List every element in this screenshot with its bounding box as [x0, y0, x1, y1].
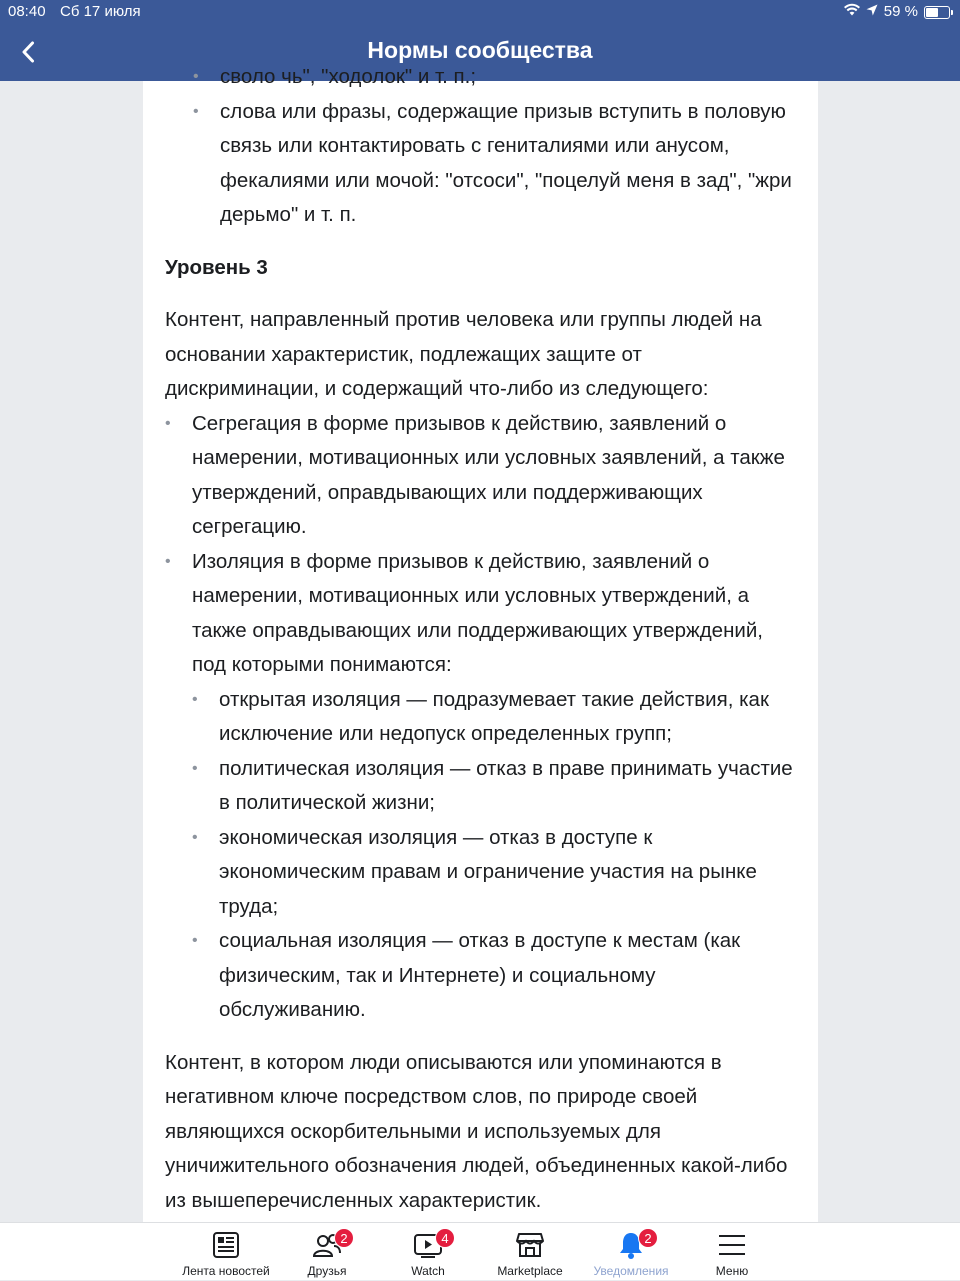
list-item-text: Изоляция в форме призывов к действию, заявлений о намерении, мотивационных или условных утверждений, а также оправдывающих или поддерживающих утверждений, под которыми понимаются: [192, 549, 763, 676]
status-date: Сб 17 июля [60, 3, 141, 20]
location-arrow-icon [866, 0, 878, 24]
battery-icon [924, 6, 950, 19]
list-item [192, 407, 800, 545]
tab-label: Лента новостей [182, 1264, 270, 1278]
tab-label: Друзья [307, 1264, 347, 1278]
section-heading: Уровень 3 [165, 255, 268, 279]
status-time: 08:40 [8, 3, 46, 20]
sublist-item: • социальная изоляция — отказ в доступе к местам (как физическим, так и Интернете) и социальному обслуживанию. [219, 924, 800, 1028]
bell-icon [616, 1231, 652, 1259]
content-scroll-area[interactable] [143, 65, 818, 1222]
notification-badge: 4 [435, 1228, 455, 1248]
friends-icon [312, 1231, 348, 1259]
bottom-tab-bar [0, 1222, 960, 1280]
menu-icon [717, 1231, 747, 1259]
tab-menu[interactable] [677, 1223, 787, 1281]
wifi-icon [844, 0, 860, 24]
notification-badge: 2 [638, 1228, 658, 1248]
tab-watch[interactable] [373, 1223, 483, 1281]
list-item-text: Сегрегация в форме призывов к действию, заявлений о намерении, мотивационных или условных заявлений, а также утверждений, оправдывающих или поддерживающих сегрегацию. [192, 411, 785, 538]
document-body [165, 60, 800, 1218]
battery-fill [926, 8, 938, 17]
sublist-item: • политическая изоляция — отказ в праве принимать участие в политической жизни; [219, 752, 800, 821]
tab-marketplace[interactable] [475, 1223, 585, 1281]
marketplace-icon [515, 1231, 545, 1259]
sublist-item: • экономическая изоляция — отказ в доступе к экономическим правам и ограничение участия на рынке труда; [219, 821, 800, 925]
list-item: • слова или фразы, содержащие призыв вступить в половую связь или контактировать с гениталиями или анусом, фекалиями или мочой: "отсоси", "поцелуй меня в зад", "жри дерьмо" и т. п. [220, 95, 800, 233]
status-bar [0, 0, 960, 24]
previous-sublist [165, 60, 800, 233]
intro-paragraph: Контент, направленный против человека или группы людей на основании характеристик, подлежащих защите от дискриминации, и содержащий что-либо из следующего: [165, 308, 762, 400]
tab-label: Watch [411, 1264, 445, 1278]
status-indicators [844, 0, 950, 24]
battery-percent: 59 % [883, 3, 918, 20]
watch-icon [413, 1231, 449, 1259]
list-item [192, 545, 800, 1028]
tab-label: Уведомления [593, 1264, 669, 1278]
tab-label: Меню [715, 1264, 749, 1278]
list-item: • своло чь", "ходолок" и т. п.; [220, 60, 800, 95]
tab-friends[interactable] [272, 1223, 382, 1281]
tab-news-feed[interactable] [171, 1223, 281, 1281]
news-feed-icon [211, 1231, 241, 1259]
tab-label: Marketplace [497, 1264, 563, 1278]
criteria-list [165, 407, 800, 1028]
closing-paragraph: Контент, в котором люди описываются или упоминаются в негативном ключе посредством слов, по природе своей являющихся оскорбительными и используемых для уничижительного обозначения людей, объединенных какой-либо из вышеперечисленных характеристик. [165, 1050, 788, 1212]
isolation-sublist [192, 683, 800, 1028]
sublist-item: • открытая изоляция — подразумевает такие действия, как исключение или недопуск определенных групп; [219, 683, 800, 752]
tab-notifications[interactable] [576, 1223, 686, 1281]
notification-badge: 2 [334, 1228, 354, 1248]
page-title: Нормы сообщества [367, 37, 593, 63]
